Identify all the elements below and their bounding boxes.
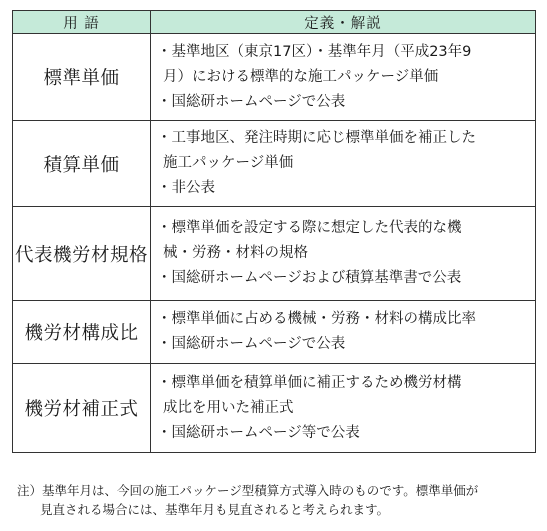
definition-cell — [151, 364, 536, 453]
definition-cell — [151, 121, 536, 207]
definition-line: ・標準単価に占める機械・労務・材料の構成比率 — [157, 311, 476, 327]
footnote — [17, 481, 537, 519]
table-header-row — [13, 11, 536, 34]
glossary-table — [12, 10, 536, 453]
definition-line: ・国総研ホームページで公表 — [157, 93, 346, 110]
table-row — [13, 207, 536, 301]
definition-line: 月）における標準的な施工パッケージ単価 — [163, 68, 439, 85]
term-cell: 機労材構成比 — [13, 301, 151, 364]
definition-line: ・基準地区（東京17区）・基準年月（平成23年9 — [157, 43, 472, 60]
definition-line: 成比を用いた補正式 — [163, 399, 294, 416]
definition-line: ・国総研ホームページおよび積算基準書で公表 — [157, 270, 462, 286]
term-column-header: 用 語 — [13, 11, 151, 34]
definition-line: ・国総研ホームページで公表 — [157, 336, 346, 352]
table-row — [13, 121, 536, 207]
footnote-line-1: 注）基準年月は、今回の施工パッケージ型積算方式導入時のものです。標準単価が — [17, 483, 479, 498]
definition-cell — [151, 301, 536, 364]
definition-line: 械・労務・材料の規格 — [163, 245, 308, 261]
definition-line: ・標準単価を積算単価に補正するため機労材構 — [157, 374, 462, 391]
table-row — [13, 34, 536, 121]
definition-line: ・工事地区、発注時期に応じ標準単価を補正した — [157, 130, 476, 146]
term-cell: 標準単価 — [13, 34, 151, 121]
definition-column-header: 定義・解説 — [151, 11, 536, 34]
term-cell: 機労材補正式 — [13, 364, 151, 453]
definition-line: ・国総研ホームページ等で公表 — [157, 424, 360, 441]
table-row — [13, 364, 536, 453]
table-row — [13, 301, 536, 364]
definition-line: 施工パッケージ単価 — [163, 155, 294, 171]
definition-line: ・標準単価を設定する際に想定した代表的な機 — [157, 220, 462, 236]
definition-cell — [151, 34, 536, 121]
footnote-line-2: 見直される場合には、基準年月も見直されると考えられます。 — [40, 502, 390, 517]
definition-cell — [151, 207, 536, 301]
term-cell: 代表機労材規格 — [13, 207, 151, 301]
definition-line: ・非公表 — [157, 180, 215, 196]
term-cell: 積算単価 — [13, 121, 151, 207]
